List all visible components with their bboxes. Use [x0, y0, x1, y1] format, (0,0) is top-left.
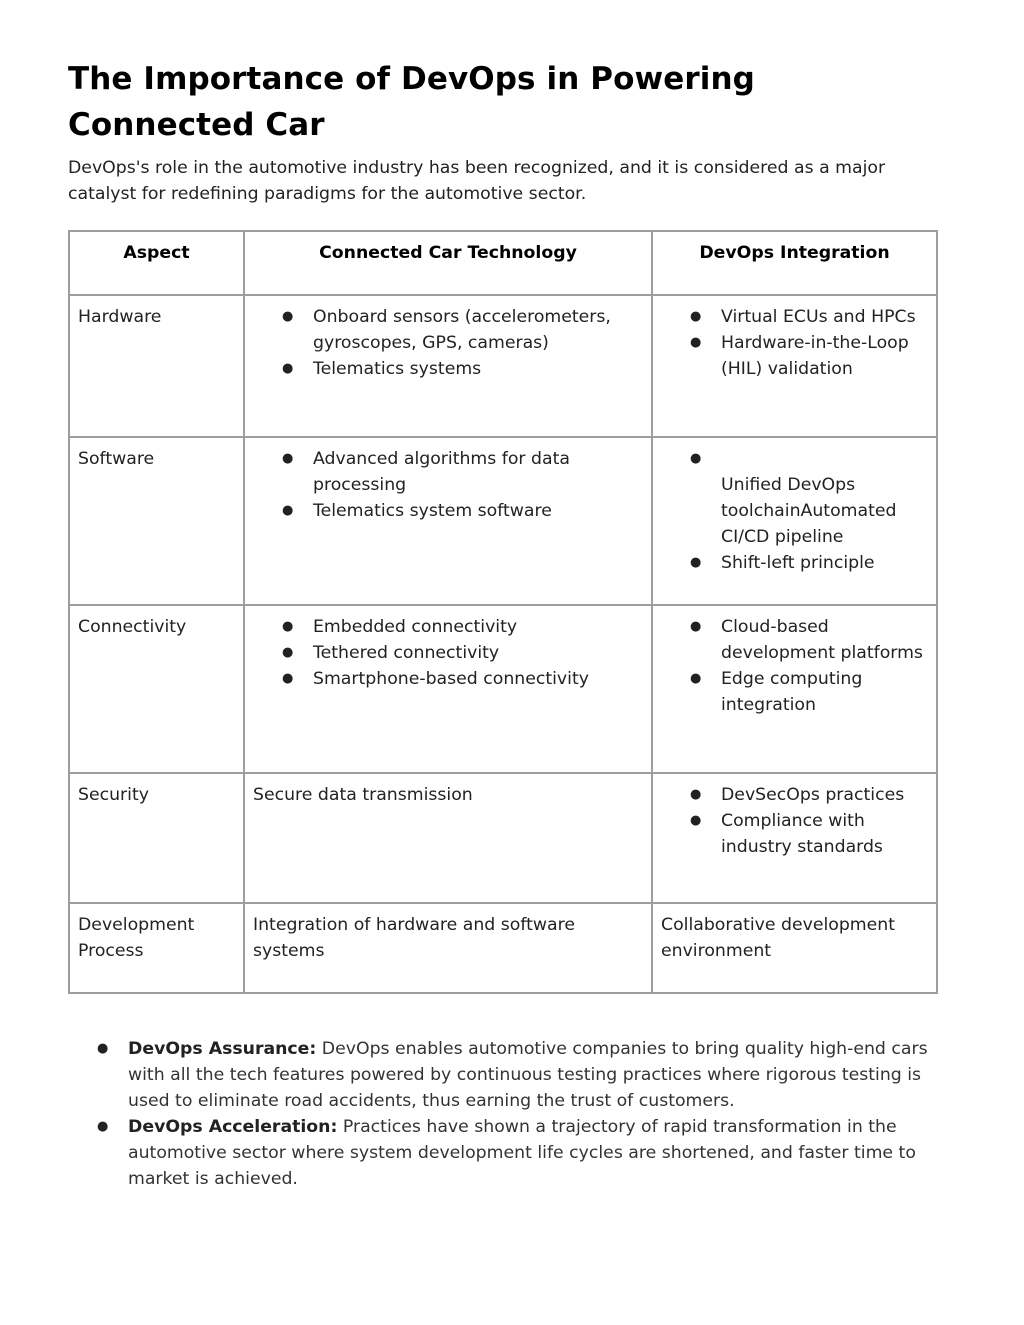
cell-devops [652, 605, 937, 773]
technology-list [253, 304, 643, 382]
table-row [69, 773, 937, 903]
bullet-icon: ● [690, 671, 702, 686]
technology-list [253, 614, 643, 692]
bullet-icon: ● [282, 361, 294, 376]
cell-aspect: Software [69, 437, 244, 605]
cell-aspect: Development Process [69, 903, 244, 993]
bullet-icon: ● [97, 1041, 109, 1056]
list-item: ● Hardware-in-the-Loop (HIL) validation [721, 330, 928, 382]
cell-aspect: Connectivity [69, 605, 244, 773]
bullet-icon: ● [690, 787, 702, 802]
bullet-icon: ● [282, 503, 294, 518]
devops-list [661, 614, 928, 718]
list-item: ● Cloud-based development platforms [721, 614, 928, 666]
list-item: ● Telematics system software [313, 498, 643, 524]
bullet-icon: ● [282, 309, 294, 324]
bullet-icon: ● [690, 813, 702, 828]
document-page [68, 56, 938, 1192]
list-item: ● Compliance with industry standards [721, 808, 928, 860]
table-row [69, 605, 937, 773]
devops-list [661, 782, 928, 860]
cell-devops [652, 437, 937, 605]
cell-devops: Collaborative development environment [652, 903, 937, 993]
bullet-icon: ● [690, 555, 702, 570]
cell-technology [244, 437, 652, 605]
cell-technology [244, 605, 652, 773]
list-item: ● Shift-left principle [721, 550, 928, 576]
cell-technology [244, 295, 652, 437]
list-item: ● Edge computing integration [721, 666, 928, 718]
table-row [69, 437, 937, 605]
table-row [69, 903, 937, 993]
header-aspect: Aspect [69, 231, 244, 295]
note-text: Practices have shown a trajectory of rapid transformation in the automotive sector where system development life cycles are shortened, and faster time to market is achieved. [128, 1117, 916, 1189]
list-item: ● Advanced algorithms for data processing [313, 446, 643, 498]
technology-list [253, 446, 643, 524]
cell-aspect: Security [69, 773, 244, 903]
cell-technology: Secure data transmission [244, 773, 652, 903]
bullet-icon: ● [690, 335, 702, 350]
list-item: ● DevSecOps practices [721, 782, 928, 808]
bullet-icon: ● [282, 645, 294, 660]
table-header-row [69, 231, 937, 295]
cell-technology: Integration of hardware and software systems [244, 903, 652, 993]
cell-devops [652, 295, 937, 437]
intro-paragraph: DevOps's role in the automotive industry has been recognized, and it is considered as a major catalyst for redefining paradigms for the automotive sector. [68, 158, 886, 204]
cell-aspect: Hardware [69, 295, 244, 437]
list-item: ● Virtual ECUs and HPCs [721, 304, 928, 330]
note-label: DevOps Acceleration: [128, 1117, 338, 1137]
list-item [97, 1036, 938, 1114]
list-item: ● Onboard sensors (accelerometers, gyroscopes, GPS, cameras) [313, 304, 643, 356]
bullet-icon: ● [690, 309, 702, 324]
devops-list [661, 446, 928, 576]
bullet-icon: ● [282, 619, 294, 634]
list-item: ● Embedded connectivity [313, 614, 643, 640]
list-item: ● Smartphone-based connectivity [313, 666, 643, 692]
page-title: The Importance of DevOps in Powering Connected Car [68, 61, 755, 143]
cell-devops [652, 773, 937, 903]
bullet-icon: ● [690, 451, 702, 466]
note-label: DevOps Assurance: [128, 1039, 317, 1059]
list-item: ● Tethered connectivity [313, 640, 643, 666]
bullet-icon: ● [97, 1119, 109, 1134]
list-item: ● Unified DevOps toolchainAutomated CI/CD pipeline [721, 446, 928, 550]
list-item: ● Telematics systems [313, 356, 643, 382]
header-connected-car-technology: Connected Car Technology [244, 231, 652, 295]
table-row [69, 295, 937, 437]
notes-list [68, 1036, 938, 1192]
bullet-icon: ● [282, 671, 294, 686]
comparison-table [68, 230, 938, 994]
devops-list [661, 304, 928, 382]
list-item [97, 1114, 938, 1192]
header-devops-integration: DevOps Integration [652, 231, 937, 295]
bullet-icon: ● [690, 619, 702, 634]
note-text: DevOps enables automotive companies to bring quality high-end cars with all the tech features powered by continuous testing practices where rigorous testing is used to eliminate road accidents, thus earning the trust of customers. [128, 1039, 928, 1111]
bullet-icon: ● [282, 451, 294, 466]
